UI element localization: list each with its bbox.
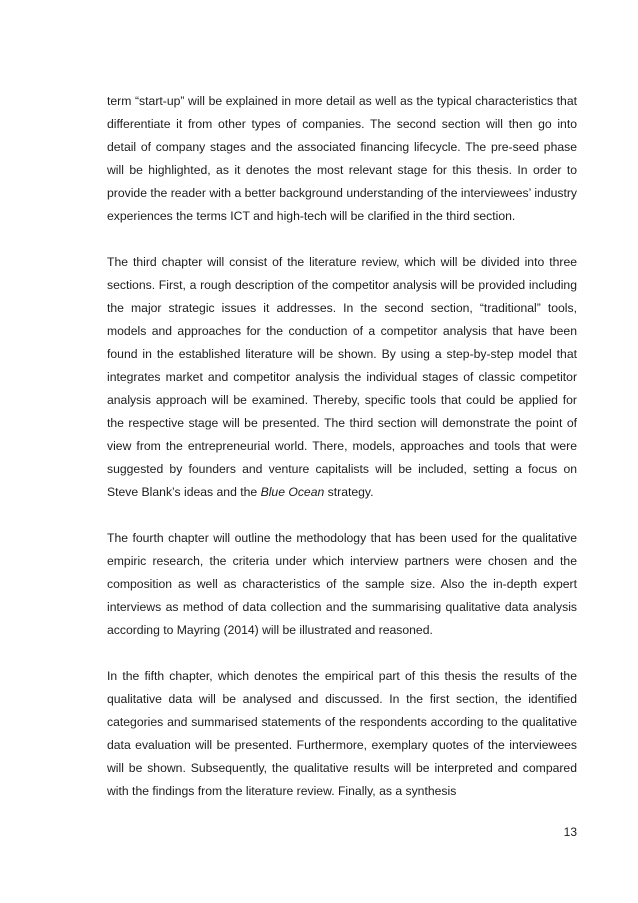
body-text bbox=[107, 90, 577, 826]
paragraph-fifth-chapter: In the fifth chapter, which denotes the empirical part of this thesis the results of the qualitative data will be analysed and discussed. In the first section, the identified categories and summarised statements of the respondents according to the qualitative data evaluation will be presented. Furthermore, exemplary quotes of the interviewees will be shown. Subsequently, the qualitative results will be interpreted and compared with the findings from the literature review. Finally, as a synthesis bbox=[107, 669, 577, 798]
page-number: 13 bbox=[563, 825, 577, 839]
blue-ocean-emphasis: Blue Ocean bbox=[260, 485, 325, 499]
paragraph-third-chapter-ending: strategy. bbox=[324, 485, 374, 499]
paragraph-fourth-chapter: The fourth chapter will outline the methodology that has been used for the qualitative empiric research, the criteria under which interview partners were chosen and the composition as well as characteristics of the sample size. Also the in-depth expert interviews as method of data collection and the summarising qualitative data analysis according to Mayring (2014) will be illustrated and reasoned. bbox=[107, 531, 577, 637]
paragraph-third-chapter-text: The third chapter will consist of the literature review, which will be divided into three sections. First, a rough description of the competitor analysis will be provided including the major strategic issues it addresses. In the second section, “traditional” tools, models and approaches for the conduction of a competitor analysis that have been found in the established literature will be shown. By using a step-by-step model that integrates market and competitor analysis the individual stages of classic competitor analysis approach will be examined. Thereby, specific tools that could be applied for the respective stage will be presented. The third section will demonstrate the point of view from the entrepreneurial world. There, models, approaches and tools that were suggested by founders and venture capitalists will be included, setting a focus on Steve Blank’s ideas and the bbox=[107, 255, 577, 499]
paragraph-start-up-definition: term “start-up” will be explained in more detail as well as the typical characteristics that differentiate it from other types of companies. The second section will then go into detail of company stages and the associated financing lifecycle. The pre-seed phase will be highlighted, as it denotes the most relevant stage for this thesis. In order to provide the reader with a better background understanding of the interviewees’ industry experiences the terms ICT and high-tech will be clarified in the third section. bbox=[107, 94, 577, 223]
paragraph-third-chapter bbox=[107, 251, 577, 504]
